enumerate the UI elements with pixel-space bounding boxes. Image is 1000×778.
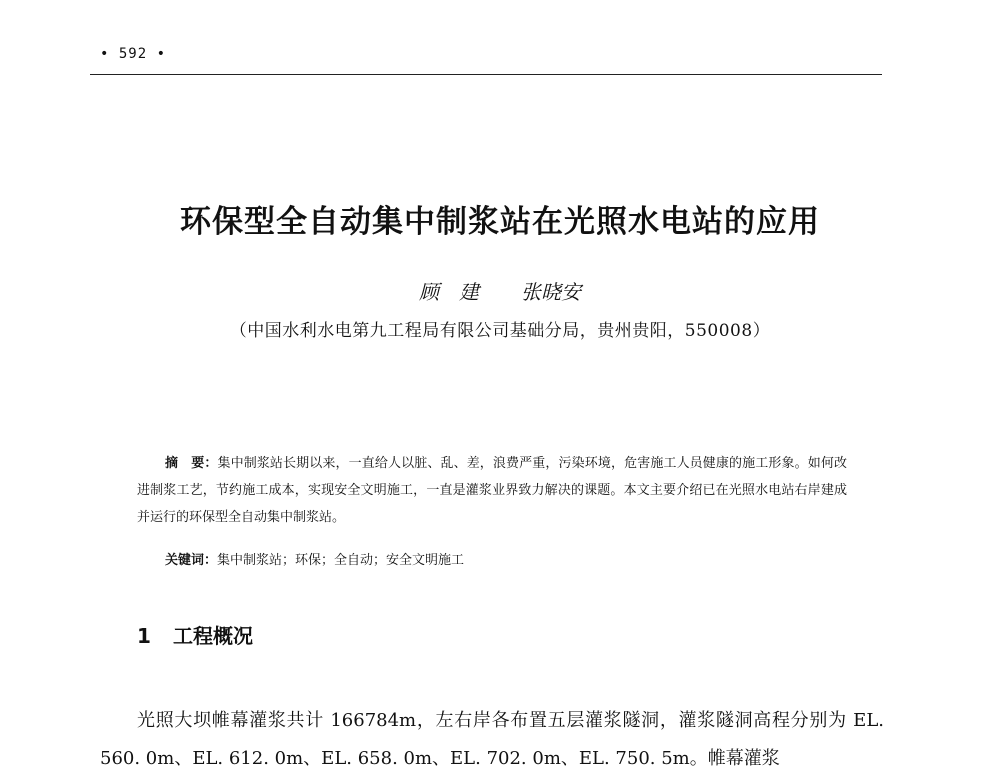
body-paragraph: 光照大坝帷幕灌浆共计 166784m，左右岸各布置五层灌浆隧洞，灌浆隧洞高程分别为 EL. 560. 0m、EL. 612. 0m、EL. 658. 0m、EL. 702. 0m、EL. 750. 5m。帷幕灌浆 [100,710,884,769]
keywords-label: 关键词： [165,553,218,568]
header-rule [90,74,882,75]
abstract [137,450,847,531]
author-name: 张晓安 [521,280,581,304]
section-number: 1 [137,624,151,648]
paper-title: 环保型全自动集中制浆站在光照水电站的应用 [180,204,820,240]
author-name: 顾 建 [419,280,479,304]
abstract-label: 摘 要： [165,456,218,471]
page-header [90,44,882,78]
author-list [0,276,1000,305]
keywords-text: 集中制浆站；环保；全自动；安全文明施工 [217,553,465,568]
author-affiliation: （中国水利水电第九工程局有限公司基础分局，贵州贵阳，550008） [229,321,771,341]
section-heading [137,620,253,649]
page-number: • 592 • [100,46,167,62]
keywords [165,549,464,568]
abstract-text: 集中制浆站长期以来，一直给人以脏、乱、差，浪费严重，污染环境，危害施工人员健康的施工形象。如何改进制浆工艺，节约施工成本，实现安全文明施工，一直是灌浆业界致力解决的课题。本文主要介绍已在光照水电站右岸建成并运行的环保型全自动集中制浆站。 [137,456,847,525]
section-title: 工程概况 [173,624,253,648]
